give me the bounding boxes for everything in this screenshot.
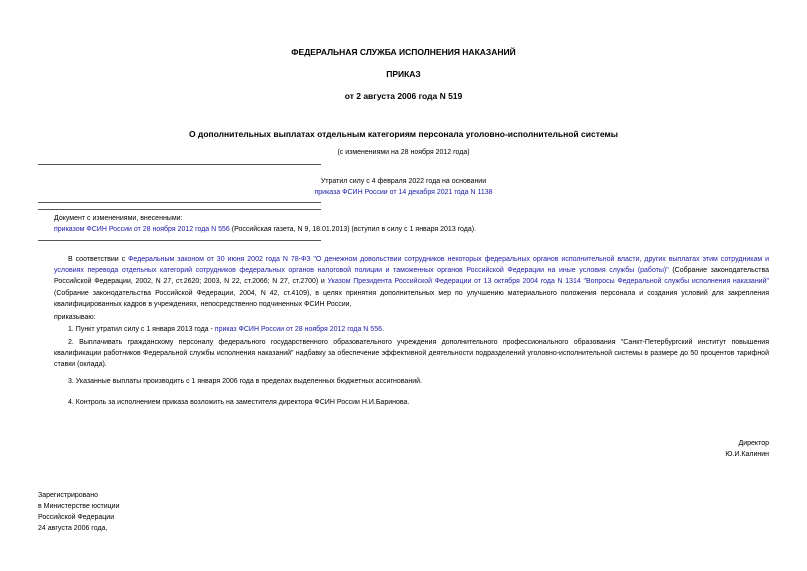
divider: [38, 202, 321, 203]
registration-line-2: в Министерстве юстиции: [38, 503, 120, 510]
registration-line-1: Зарегистрировано: [38, 492, 98, 499]
item-1-end: .: [381, 326, 384, 333]
item-4: 4. Контроль за исполнением приказа возложить на заместителя директора ФСИН России Н.И.Баринова.: [68, 399, 410, 406]
preamble-text-1: В соответствии с: [68, 256, 129, 263]
expiry-link-wrap: [0, 189, 807, 196]
changes-tail: (Российская газета, N 9, 18.01.2013) (вступил в силу с 1 января 2013 года).: [229, 226, 477, 233]
item-1-text: 1. Пункт утратил силу с 1 января 2013 года -: [68, 326, 215, 333]
item-2: 2. Выплачивать гражданскому персоналу федерального государственного образовательного учреждения дополнительного профессионального образования "Санкт-Петербургский институт повышения квалификации работников Федеральной службы исполнения наказаний" надбавку за обеспечение эффективной деятельности подразделений уголовно-исполнительной системы в размере до 50 процентов тарифной ставки (оклада).: [54, 339, 769, 369]
expiry-order-link[interactable]: приказа ФСИН России от 14 декабря 2021 года N 1138: [314, 189, 493, 196]
changes-intro: Документ с изменениями, внесенными:: [54, 215, 183, 222]
item-1-order-link[interactable]: приказ ФСИН России от 28 ноября 2012 года N 556: [214, 326, 382, 333]
doc-date-number: от 2 августа 2006 года N 519: [344, 91, 463, 101]
expiry-line: Утратил силу с 4 февраля 2022 года на основании: [320, 178, 487, 185]
divider: [38, 240, 321, 241]
signature-position: Директор: [738, 440, 769, 447]
item-3: 3. Указанные выплаты производить с 1 января 2006 года в пределах выделенных бюджетных ассигнований.: [68, 378, 422, 385]
order-word: приказываю:: [54, 314, 96, 321]
preamble-text-2: (Собрание законодательства Российской Федерации, 2002, N 27, ст.2620; 2003, N 22, ст.2066; N 27, ст.2700) и: [54, 267, 769, 286]
changes-line: [54, 226, 476, 233]
doc-title: О дополнительных выплатах отдельным категориям персонала уголовно-исполнительной системы: [188, 129, 619, 139]
divider: [38, 164, 321, 165]
registration-line-4: 24 августа 2006 года,: [38, 525, 108, 532]
preamble-text-3: (Собрание законодательства Российской Федерации, 2004, N 42, ст.4109), в целях принятия дополнительных мер по улучшению материального положения персонала и создания условий для закрепления квалифицированных кадров в учреждениях, непосредственно подчиненных ФСИН России,: [54, 289, 769, 308]
signature-name: Ю.И.Калинин: [725, 451, 769, 458]
divider: [38, 209, 321, 210]
item-1: [68, 326, 384, 333]
preamble-paragraph: [54, 254, 769, 310]
agency-name: ФЕДЕРАЛЬНАЯ СЛУЖБА ИСПОЛНЕНИЯ НАКАЗАНИЙ: [291, 47, 516, 57]
changes-order-link[interactable]: приказом ФСИН России от 28 ноября 2012 года N 556: [54, 226, 230, 233]
doc-type: ПРИКАЗ: [386, 69, 421, 79]
registration-line-3: Российской Федерации: [38, 514, 115, 521]
amendments-note: (с изменениями на 28 ноября 2012 года): [337, 149, 470, 156]
federal-law-link[interactable]: Федеральным законом от 30 июня 2002 года N 78-ФЗ "О денежном довольствии сотрудников некоторых федеральных органов исполнительной власти, других выплатах этим сотрудникам и условиях перевода отдельных категорий сотрудников федеральных органов налоговой полиции и таможенных органов Российской Федерации на иные условия службы (работы)": [54, 256, 770, 275]
presidential-decree-link[interactable]: Указом Президента Российской Федерации от 13 октября 2004 года N 1314 "Вопросы Федеральной службы исполнения наказаний": [327, 278, 769, 286]
